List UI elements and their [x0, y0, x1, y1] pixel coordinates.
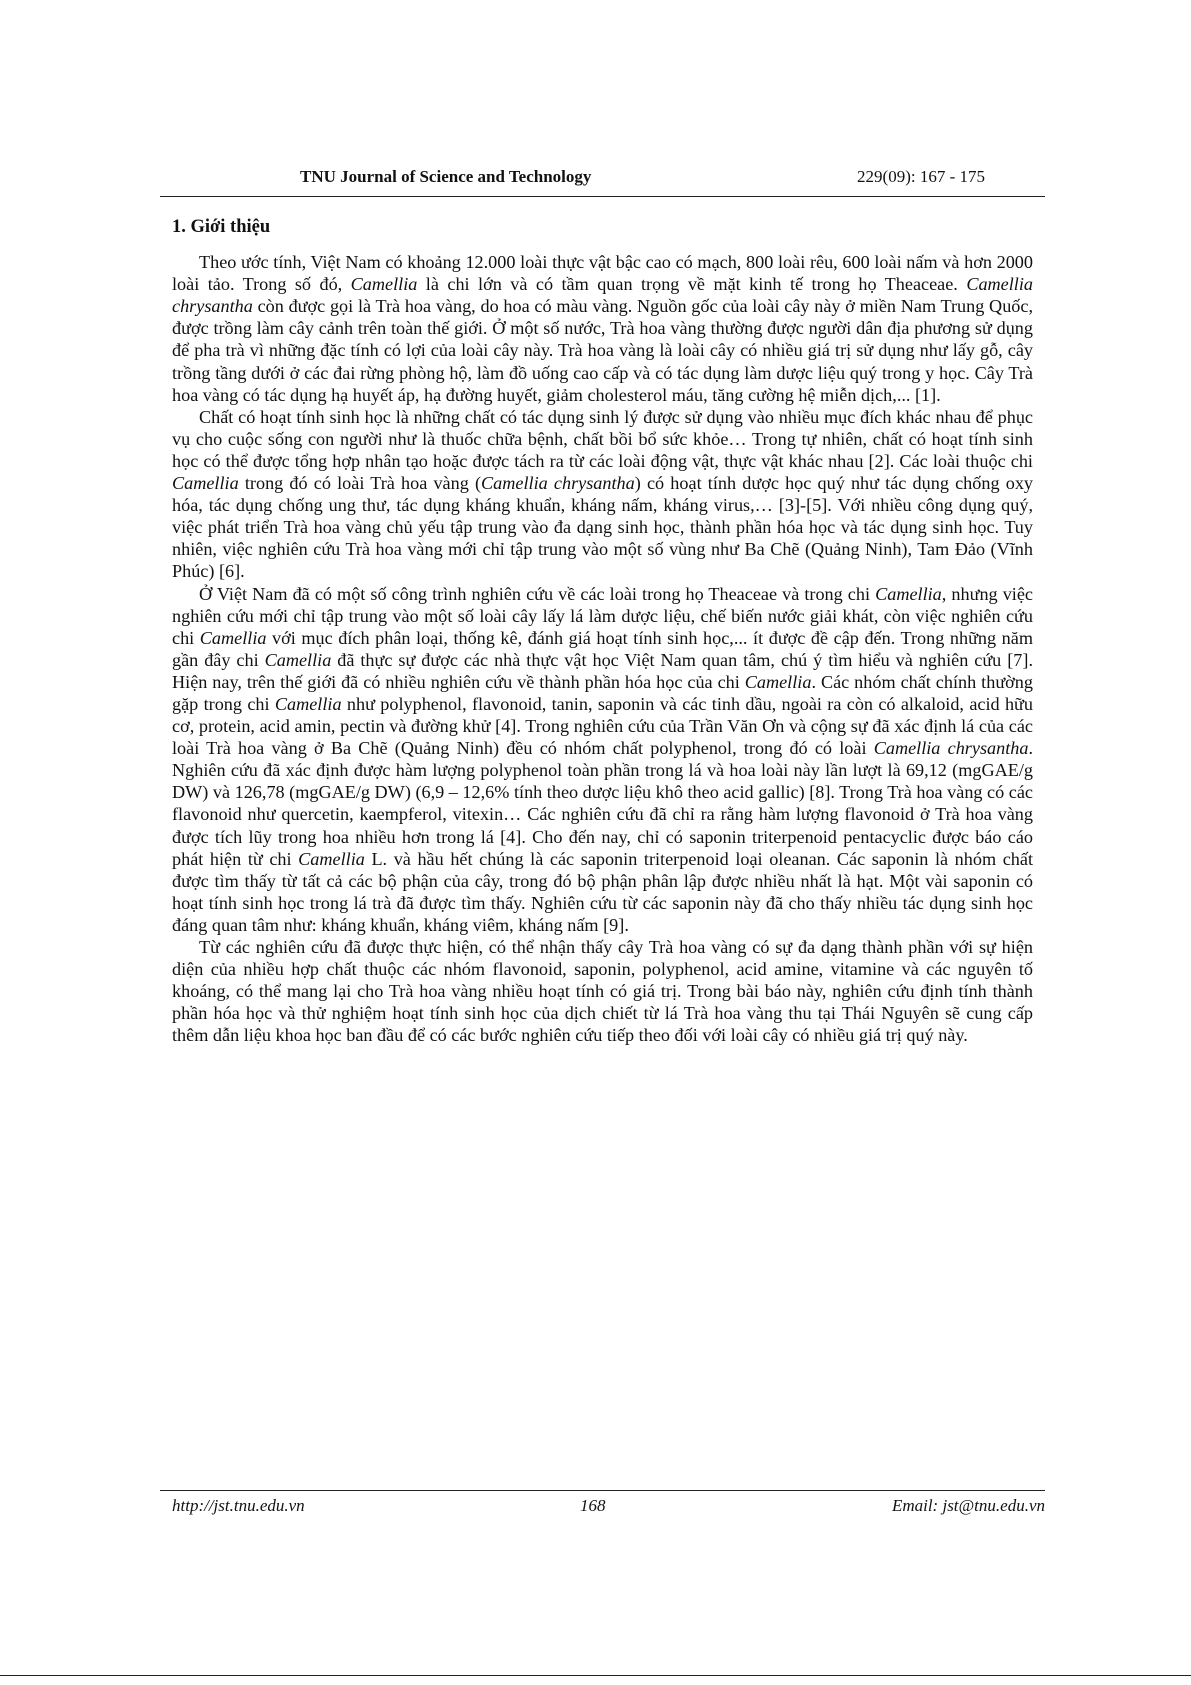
footer-email[interactable]: Email: jst@tnu.edu.vn: [891, 1496, 1045, 1515]
volume-reference: 229(09): 167 - 175: [857, 167, 985, 186]
text-run: . Các nhóm chất chính thường gặp trong chi: [172, 671, 1033, 714]
italic-term: Camellia: [875, 583, 942, 604]
body-paragraph: [172, 583, 1033, 937]
text-run: đã thực sự được các nhà thực vật học Việt Nam quan tâm, chú ý tìm hiểu và nghiên cứu [7]. Hiện nay, trên thế giới đã có nhiều nghiên cứu về thành phần hóa học của chi: [172, 649, 1033, 692]
body-paragraph: [172, 936, 1033, 1046]
body-paragraph: [172, 406, 1033, 583]
italic-term: Camellia: [350, 274, 418, 295]
text-run: với mục đích phân loại, thống kê, đánh giá hoạt tính sinh học,... ít được đề cập đến. Trong những năm gần đây chi: [172, 627, 1033, 670]
italic-term: Camellia: [744, 671, 812, 692]
italic-term: Camellia: [199, 627, 267, 648]
running-footer: [160, 1490, 1045, 1521]
journal-title: TNU Journal of Science and Technology: [300, 167, 592, 186]
body-paragraph: [172, 251, 1033, 406]
text-run: . Nghiên cứu đã xác định được hàm lượng polyphenol toàn phần trong lá và hoa loài này lần lượt là 69,12 (mgGAE/g DW) và 126,78 (mgGAE/g DW) (6,9 – 12,6% tính theo dược liệu khô theo acid gallic) [8]. Trong Trà hoa vàng có các flavonoid như quercetin, kaempferol, vitexin… Các nghiên cứu đã chỉ ra rằng hàm lượng flavonoid ở Trà hoa vàng được tích lũy trong hoa nhiều hơn trong lá [4]. Cho đến nay, chỉ có saponin triterpenoid pentacyclic được báo cáo phát hiện từ chi: [172, 738, 1033, 869]
text-run: trong đó có loài Trà hoa vàng (: [238, 473, 482, 494]
text-run: Từ các nghiên cứu đã được thực hiện, có thể nhận thấy cây Trà hoa vàng có sự đa dạng thành phần với sự hiện diện của nhiều hợp chất thuộc các nhóm flavonoid, saponin, polyphenol, acid amine, vitamine và các nguyên tố khoáng, có thể mang lại cho Trà hoa vàng nhiều hoạt tính có giá trị. Trong bài báo này, nghiên cứu định tính thành phần hóa học và thử nghiệm hoạt tính sinh học của dịch chiết từ lá Trà hoa vàng thu tại Thái Nguyên sẽ cung cấp thêm dẫn liệu khoa học ban đầu để có các bước nghiên cứu tiếp theo đối với loài cây có nhiều giá trị quý này.: [172, 937, 1033, 1046]
italic-term: Camellia: [172, 473, 239, 494]
text-run: Chất có hoạt tính sinh học là những chất có tác dụng sinh lý được sử dụng vào nhiều mục đích khác nhau để phục vụ cho cuộc sống con người như là thuốc chữa bệnh, chất bồi bổ sức khỏe… Trong tự nhiên, chất có hoạt tính sinh học có thể được tổng hợp nhân tạo hoặc được tách ra từ các loài động vật, thực vật khác nhau [2]. Các loài thuộc chi: [172, 406, 1033, 471]
text-run: Ở Việt Nam đã có một số công trình nghiên cứu về các loài trong họ Theaceae và trong chi: [199, 583, 876, 604]
text-run: còn được gọi là Trà hoa vàng, do hoa có màu vàng. Nguồn gốc của loài cây này ở miền Nam Trung Quốc, được trồng làm cây cảnh trên toàn thế giới. Ở một số nước, Trà hoa vàng thường được người dân địa phương sử dụng để pha trà vì những đặc tính có lợi của loài cây này. Trà hoa vàng là loài cây có nhiều giá trị sử dụng như lấy gỗ, cây trồng tầng dưới ở các đai rừng phòng hộ, làm đồ uống cao cấp và có tác dụng làm dược liệu quý trong y học. Cây Trà hoa vàng có tác dụng hạ huyết áp, hạ đường huyết, giảm cholesterol máu, tăng cường hệ miễn dịch,... [1].: [172, 296, 1033, 405]
text-run: như polyphenol, flavonoid, tanin, saponin và các tinh dầu, ngoài ra còn có alkaloid, acid hữu cơ, protein, acid amin, pectin và đường khử [4]. Trong nghiên cứu của Trần Văn Ơn và cộng sự đã xác định lá của các loài Trà hoa vàng ở Ba Chẽ (Quảng Ninh) đều có nhóm chất polyphenol, trong đó có loài: [172, 693, 1033, 759]
page-number: 168: [580, 1496, 606, 1515]
italic-term: Camellia chrysantha: [481, 473, 635, 494]
italic-term: Camellia: [298, 848, 365, 869]
italic-term: Camellia chrysantha: [172, 274, 1033, 317]
italic-term: Camellia chrysantha: [873, 738, 1029, 759]
italic-term: Camellia: [274, 693, 342, 714]
text-run: , nhưng việc nghiên cứu mới chỉ tập trung vào một số loài cây lấy lá làm dược liệu, chế biến nước giải khát, còn việc nghiên cứu chi: [172, 583, 1033, 648]
text-run: L. và hầu hết chúng là các saponin triterpenoid loại oleanan. Các saponin là nhóm chất được tìm thấy từ tất cả các bộ phận của cây, trong đó bộ phận phân lập được nhiều nhất là hạt. Một vài saponin có hoạt tính sinh học trong lá trà đã được tìm thấy. Nghiên cứu từ các saponin này đã cho thấy nhiều tác dụng sinh học đáng quan tâm như: kháng khuẩn, kháng viêm, kháng nấm [9].: [172, 848, 1033, 935]
footer-url[interactable]: http://jst.tnu.edu.vn: [172, 1496, 305, 1515]
text-run: ) có hoạt tính dược học quý như tác dụng chống oxy hóa, tác dụng chống ung thư, tác dụng kháng khuẩn, kháng nấm, kháng virus,… [3]-[5]. Với nhiều công dụng quý, việc phát triển Trà hoa vàng chủ yếu tập trung vào đa dạng sinh học, thành phần hóa học và tác dụng sinh học. Tuy nhiên, việc nghiên cứu Trà hoa vàng mới chỉ tập trung vào một số vùng như Ba Chẽ (Quảng Ninh), Tam Đảo (Vĩnh Phúc) [6].: [172, 473, 1034, 582]
section-title: 1. Giới thiệu: [172, 217, 271, 237]
text-run: là chi lớn và có tầm quan trọng về mặt kinh tế trong họ Theaceae.: [417, 274, 967, 295]
bottom-divider: [0, 1675, 1191, 1676]
text-run: Theo ước tính, Việt Nam có khoảng 12.000 loài thực vật bậc cao có mạch, 800 loài rêu, 600 loài nấm và hơn 2000 loài tảo. Trong số đó,: [172, 252, 1033, 295]
italic-term: Camellia: [264, 649, 332, 670]
article-body: [172, 216, 1033, 1046]
running-header: [160, 166, 1045, 197]
section-paragraphs: [172, 251, 1033, 1046]
